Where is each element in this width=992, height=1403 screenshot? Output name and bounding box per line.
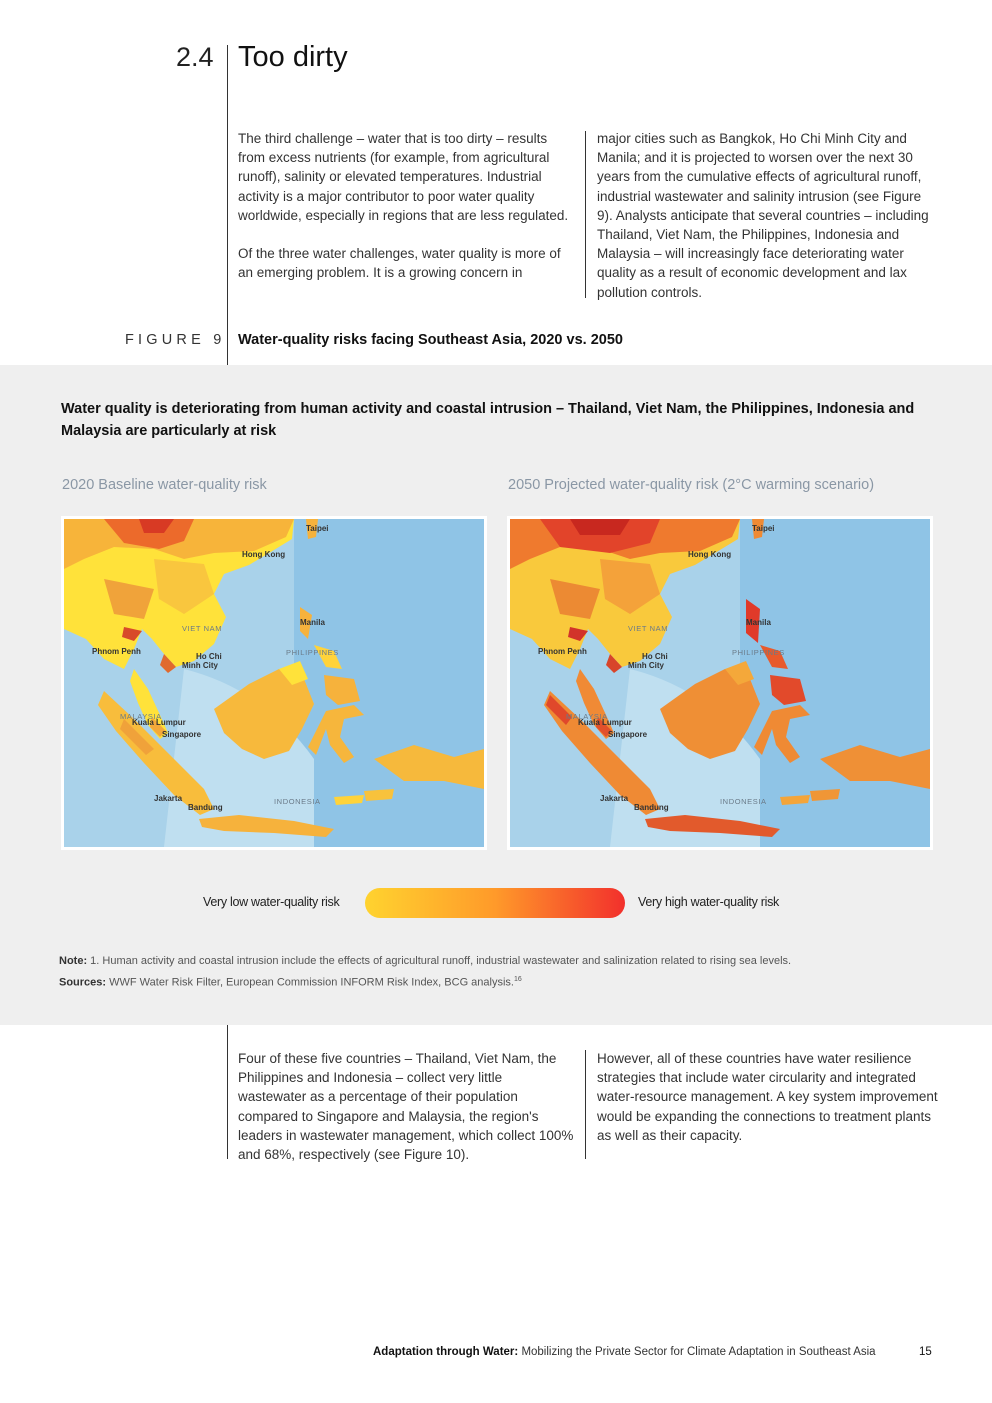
label-viet-nam: VIET NAM	[628, 624, 669, 633]
label-kuala-lumpur: Kuala Lumpur	[578, 718, 632, 727]
map-2020-title: 2020 Baseline water-quality risk	[62, 477, 267, 493]
outro-left-paragraph: Four of these five countries – Thailand, Viet Nam, the Philippines and Indonesia – collect very little wastewater as a percentage of their population compared to Singapore and Malaysia, the region's leaders in wastewater management, which collect 100% and 68%, respectively (see Figure 10).	[238, 1051, 574, 1163]
outro-right-paragraph: However, all of these countries have water resilience strategies that include water circularity and integrated water-resource management. A key system improvement would be expanding the connections to treatment plants as well as their capacity.	[597, 1051, 938, 1143]
heading-divider	[227, 45, 228, 365]
page-number: 15	[919, 1346, 932, 1358]
outro-column-divider	[585, 1050, 586, 1159]
label-ho-chi: Ho Chi	[196, 652, 222, 661]
label-indonesia: INDONESIA	[274, 797, 321, 806]
figure-label: FIGURE 9	[125, 332, 226, 348]
intro-left-paragraph-2: Of the three water challenges, water quality is more of an emerging problem. It is a growing concern in	[238, 246, 561, 281]
outro-left-column	[238, 1049, 574, 1183]
label-jakarta: Jakarta	[154, 794, 183, 803]
label-kuala-lumpur: Kuala Lumpur	[132, 718, 186, 727]
label-malaysia: MALAYSIA	[120, 712, 162, 721]
label-minh-city: Minh City	[182, 661, 218, 670]
figure-title: Water-quality risks facing Southeast Asia, 2020 vs. 2050	[238, 332, 623, 348]
intro-left-paragraph-1: The third challenge – water that is too dirty – results from excess nutrients (for example, from agricultural runoff), salinity or elevated temperatures. Industrial activity is a major contributor to poor water quality worldwide, especially in regions that are less regulated.	[238, 131, 569, 223]
legend-high-label: Very high water-quality risk	[638, 895, 779, 909]
map-2050-title: 2050 Projected water-quality risk (2°C warming scenario)	[508, 477, 875, 493]
label-taipei: Taipei	[306, 524, 329, 533]
label-singapore: Singapore	[608, 730, 648, 739]
label-viet-nam: VIET NAM	[182, 624, 223, 633]
label-philippines: PHILIPPINES	[732, 648, 785, 657]
label-minh-city: Minh City	[628, 661, 664, 670]
label-manila: Manila	[746, 618, 771, 627]
page-footer	[373, 1346, 876, 1358]
label-hong-kong: Hong Kong	[242, 550, 286, 559]
label-bandung: Bandung	[188, 803, 223, 812]
label-taipei: Taipei	[752, 524, 775, 533]
sources-label: Sources:	[59, 976, 107, 989]
label-malaysia: MALAYSIA	[566, 712, 608, 721]
map-2020-graphic	[64, 519, 484, 847]
intro-right-column	[597, 129, 939, 321]
map-2020	[61, 516, 487, 850]
label-phnom-penh: Phnom Penh	[538, 647, 587, 656]
outro-left-divider	[227, 1025, 228, 1159]
label-hong-kong: Hong Kong	[688, 550, 732, 559]
figure-note	[59, 955, 791, 967]
label-manila: Manila	[300, 618, 325, 627]
note-text: 1. Human activity and coastal intrusion include the effects of agricultural runoff, industrial wastewater and salinization related to rising sea levels.	[90, 955, 792, 967]
column-divider	[585, 131, 586, 298]
note-label: Note:	[59, 955, 88, 967]
label-indonesia: INDONESIA	[720, 797, 767, 806]
sources-text: WWF Water Risk Filter, European Commission INFORM Risk Index, BCG analysis.	[109, 976, 514, 989]
label-jakarta: Jakarta	[600, 794, 629, 803]
map-2050-graphic	[510, 519, 930, 847]
map-2050	[507, 516, 933, 850]
intro-right-paragraph: major cities such as Bangkok, Ho Chi Minh City and Manila; and it is projected to worsen over the next 30 years from the cumulative effects of agricultural runoff, industrial wastewater and salinity intrusion (see Figure 9). Analysts anticipate that several countries – including Thailand, Viet Nam, the Philippines, Indonesia and Malaysia – will increasingly face deteriorating water quality as a result of economic development and lax pollution controls.	[597, 131, 929, 300]
legend-low-label: Very low water-quality risk	[203, 895, 340, 909]
label-phnom-penh: Phnom Penh	[92, 647, 141, 656]
outro-right-column	[597, 1049, 939, 1164]
footer-title-rest: Mobilizing the Private Sector for Climate Adaptation in Southeast Asia	[521, 1346, 876, 1358]
figure-headline: Water quality is deteriorating from human activity and coastal intrusion – Thailand, Viet Nam, the Philippines, Indonesia and Malaysia are particularly at risk	[61, 401, 915, 439]
label-singapore: Singapore	[162, 730, 202, 739]
label-philippines: PHILIPPINES	[286, 648, 339, 657]
label-bandung: Bandung	[634, 803, 669, 812]
section-number: 2.4	[176, 42, 214, 72]
sources-ref: 16	[513, 976, 522, 983]
section-title: Too dirty	[238, 41, 348, 73]
label-ho-chi: Ho Chi	[642, 652, 668, 661]
legend-gradient-bar	[365, 888, 625, 918]
footer-title-bold: Adaptation through Water:	[373, 1346, 519, 1358]
figure-sources	[59, 976, 522, 989]
intro-left-column	[238, 129, 574, 302]
